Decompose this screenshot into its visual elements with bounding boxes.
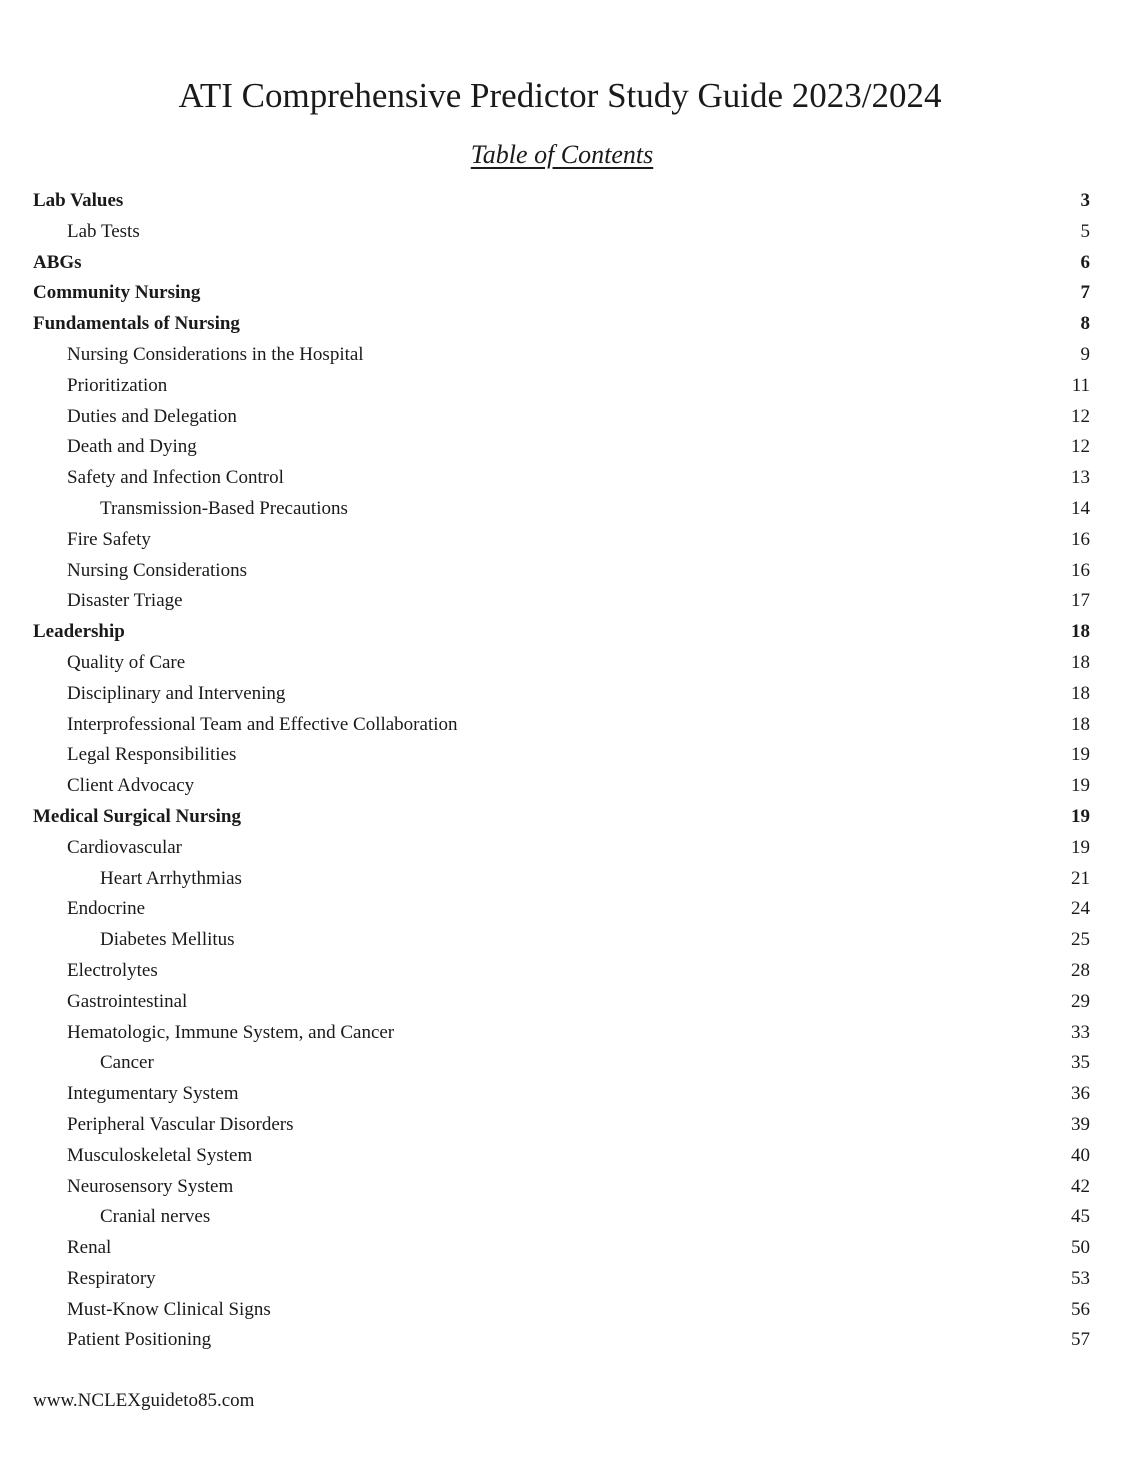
toc-entry-page-number: 18 — [1071, 621, 1090, 643]
toc-entry-page-number: 45 — [1071, 1206, 1090, 1228]
toc-entry-page-number: 33 — [1071, 1021, 1090, 1043]
toc-entry-page-number: 57 — [1071, 1329, 1090, 1351]
toc-entry[interactable] — [0, 864, 1140, 895]
toc-entry-label: Leadership — [33, 621, 125, 643]
toc-entry[interactable] — [0, 586, 1140, 617]
toc-entry-page-number: 19 — [1071, 775, 1090, 797]
toc-entry-page-number: 36 — [1071, 1083, 1090, 1105]
toc-entry-label: Gastrointestinal — [67, 990, 188, 1012]
toc-entry[interactable] — [0, 1018, 1140, 1049]
toc-entry-label: Nursing Considerations — [67, 559, 247, 581]
toc-entry-page-number: 29 — [1071, 990, 1090, 1012]
toc-entry-label: Interprofessional Team and Effective Collaboration — [67, 713, 458, 735]
toc-entry[interactable] — [0, 740, 1140, 771]
toc-entry[interactable] — [0, 925, 1140, 956]
toc-entry[interactable] — [0, 371, 1140, 402]
toc-entry-label: Peripheral Vascular Disorders — [67, 1113, 294, 1135]
toc-entry-label: Renal — [67, 1237, 112, 1259]
toc-entry-page-number: 42 — [1071, 1175, 1090, 1197]
toc-entry-label: Integumentary System — [67, 1083, 239, 1105]
toc-entry-page-number: 18 — [1071, 713, 1090, 735]
toc-entry-page-number: 19 — [1071, 744, 1090, 766]
toc-entry-page-number: 21 — [1071, 867, 1090, 889]
footer-url: www.NCLEXguideto85.com — [33, 1390, 255, 1411]
toc-entry[interactable] — [0, 248, 1140, 279]
toc-entry-label: Heart Arrhythmias — [100, 867, 242, 889]
toc-entry-label: Electrolytes — [67, 959, 158, 981]
toc-entry[interactable] — [0, 617, 1140, 648]
toc-entry[interactable] — [0, 1233, 1140, 1264]
toc-entry-page-number: 14 — [1071, 497, 1090, 519]
toc-entry-label: Neurosensory System — [67, 1175, 234, 1197]
toc-entry-page-number: 35 — [1071, 1052, 1090, 1074]
table-of-contents — [0, 186, 1140, 1356]
toc-entry[interactable] — [0, 956, 1140, 987]
toc-entry[interactable] — [0, 1141, 1140, 1172]
toc-entry-label: Respiratory — [67, 1267, 156, 1289]
toc-entry[interactable] — [0, 494, 1140, 525]
toc-entry-label: Nursing Considerations in the Hospital — [67, 343, 364, 365]
toc-entry[interactable] — [0, 710, 1140, 741]
toc-entry[interactable] — [0, 340, 1140, 371]
toc-entry-page-number: 19 — [1071, 805, 1090, 827]
toc-entry-page-number: 6 — [1080, 251, 1090, 273]
toc-entry-label: Death and Dying — [67, 436, 197, 458]
toc-entry-page-number: 8 — [1080, 313, 1090, 335]
toc-entry-page-number: 28 — [1071, 959, 1090, 981]
toc-entry-label: Endocrine — [67, 898, 146, 920]
toc-entry[interactable] — [0, 309, 1140, 340]
toc-entry-label: Duties and Delegation — [67, 405, 237, 427]
toc-entry-label: Cancer — [100, 1052, 154, 1074]
toc-entry-page-number: 13 — [1071, 467, 1090, 489]
toc-entry-label: Disciplinary and Intervening — [67, 682, 286, 704]
toc-entry-label: Lab Tests — [67, 220, 140, 242]
toc-entry-page-number: 7 — [1080, 282, 1090, 304]
toc-entry-page-number: 19 — [1071, 836, 1090, 858]
toc-entry-page-number: 18 — [1071, 682, 1090, 704]
toc-entry[interactable] — [0, 217, 1140, 248]
toc-entry-page-number: 18 — [1071, 651, 1090, 673]
toc-entry-label: Must-Know Clinical Signs — [67, 1298, 271, 1320]
toc-entry-label: Client Advocacy — [67, 775, 195, 797]
toc-entry-label: Community Nursing — [33, 282, 201, 304]
toc-entry[interactable] — [0, 186, 1140, 217]
toc-entry[interactable] — [0, 1325, 1140, 1356]
toc-entry-label: Cardiovascular — [67, 836, 183, 858]
toc-entry-label: Patient Positioning — [67, 1329, 212, 1351]
toc-entry-label: Hematologic, Immune System, and Cancer — [67, 1021, 395, 1043]
toc-entry-page-number: 40 — [1071, 1144, 1090, 1166]
toc-entry-label: Prioritization — [67, 374, 168, 396]
document-title: ATI Comprehensive Predictor Study Guide 2023/2024 — [178, 76, 942, 115]
toc-entry-label: Quality of Care — [67, 651, 186, 673]
toc-entry[interactable] — [0, 1295, 1140, 1326]
toc-entry-label: Transmission-Based Precautions — [100, 497, 348, 519]
toc-entry-page-number: 3 — [1080, 190, 1090, 211]
toc-entry-page-number: 24 — [1071, 898, 1090, 920]
toc-entry-page-number: 5 — [1080, 220, 1090, 242]
toc-entry[interactable] — [0, 432, 1140, 463]
toc-entry[interactable] — [0, 771, 1140, 802]
toc-entry-label: Safety and Infection Control — [67, 467, 284, 489]
toc-entry-page-number: 16 — [1071, 559, 1090, 581]
toc-entry[interactable] — [0, 556, 1140, 587]
toc-entry[interactable] — [0, 463, 1140, 494]
toc-entry-label: Lab Values — [33, 190, 124, 211]
toc-entry-page-number: 11 — [1071, 374, 1090, 396]
toc-entry[interactable] — [0, 1048, 1140, 1079]
toc-entry-page-number: 16 — [1071, 528, 1090, 550]
toc-entry-page-number: 56 — [1071, 1298, 1090, 1320]
toc-entry[interactable] — [0, 802, 1140, 833]
toc-entry-label: Cranial nerves — [100, 1206, 211, 1228]
toc-entry-page-number: 53 — [1071, 1267, 1090, 1289]
toc-entry[interactable] — [0, 894, 1140, 925]
toc-entry-page-number: 12 — [1071, 405, 1090, 427]
toc-entry[interactable] — [0, 402, 1140, 433]
toc-entry[interactable] — [0, 1264, 1140, 1295]
toc-entry-label: Musculoskeletal System — [67, 1144, 253, 1166]
toc-entry-label: Fire Safety — [67, 528, 151, 550]
toc-entry-page-number: 12 — [1071, 436, 1090, 458]
toc-entry-label: Fundamentals of Nursing — [33, 313, 240, 335]
toc-heading: Table of Contents — [470, 140, 654, 169]
toc-entry-label: Diabetes Mellitus — [100, 929, 235, 951]
toc-entry-label: ABGs — [33, 251, 82, 273]
toc-entry[interactable] — [0, 648, 1140, 679]
toc-entry-label: Disaster Triage — [67, 590, 183, 612]
toc-entry[interactable] — [0, 679, 1140, 710]
toc-entry-page-number: 25 — [1071, 929, 1090, 951]
toc-entry-page-number: 17 — [1071, 590, 1090, 612]
toc-entry[interactable] — [0, 1202, 1140, 1233]
toc-entry[interactable] — [0, 1172, 1140, 1203]
toc-entry-label: Medical Surgical Nursing — [33, 805, 241, 827]
toc-entry[interactable] — [0, 278, 1140, 309]
toc-entry[interactable] — [0, 833, 1140, 864]
toc-entry-label: Legal Responsibilities — [67, 744, 237, 766]
toc-entry-page-number: 9 — [1080, 343, 1090, 365]
toc-entry-page-number: 50 — [1071, 1237, 1090, 1259]
toc-entry-page-number: 39 — [1071, 1113, 1090, 1135]
toc-entry[interactable] — [0, 987, 1140, 1018]
toc-entry[interactable] — [0, 1079, 1140, 1110]
toc-entry[interactable] — [0, 525, 1140, 556]
toc-entry[interactable] — [0, 1110, 1140, 1141]
